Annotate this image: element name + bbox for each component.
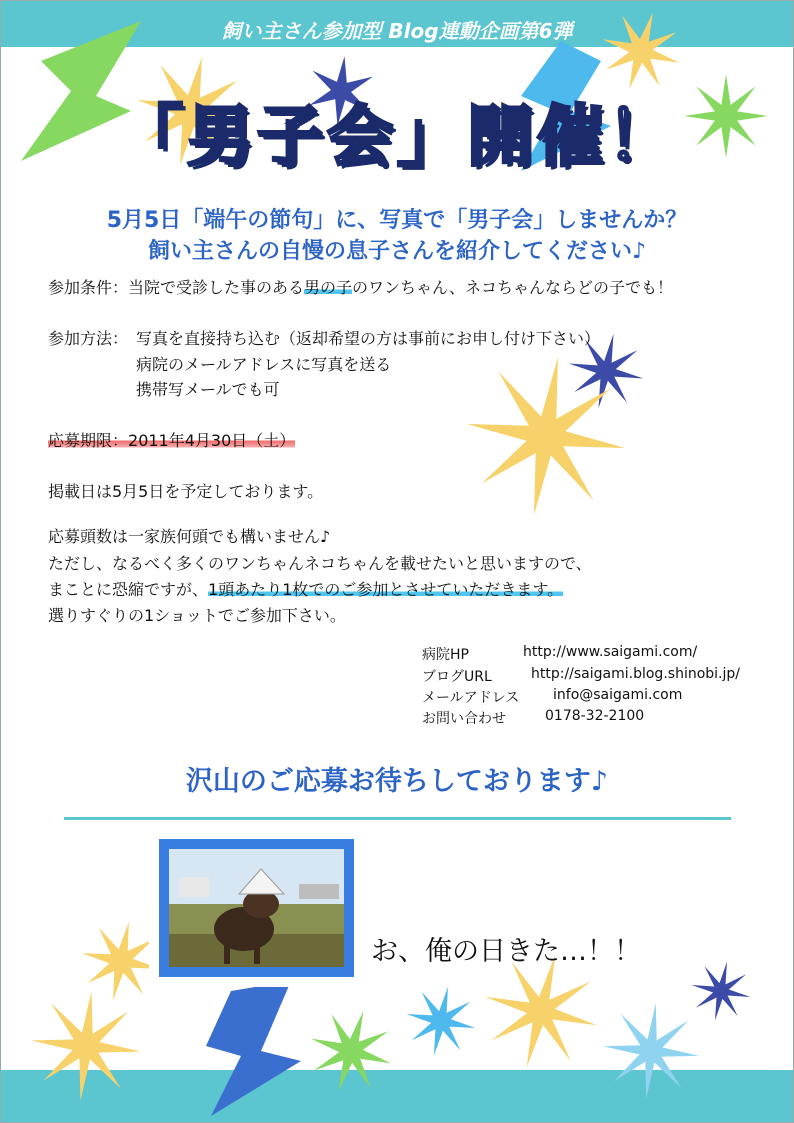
- contact-value-mail[interactable]: info@saigami.com: [553, 687, 683, 703]
- star-shape: [31, 991, 140, 1100]
- conditions-pre: 当院で受診した事のある: [128, 278, 305, 297]
- publish-date: 掲載日は5月5日を予定しております。: [48, 482, 324, 501]
- conditions: [48, 275, 673, 298]
- subtitle-line-2: 飼い主さんの自慢の息子さんを紹介してください♪: [147, 239, 647, 264]
- dog-photo-illustration: [169, 849, 344, 967]
- deadline: [48, 428, 295, 451]
- contact-label-mail: メールアドレス: [422, 690, 520, 706]
- stamp-border: [159, 839, 354, 977]
- method-label: 参加方法：: [48, 329, 129, 348]
- divider: [64, 817, 731, 820]
- conditions-post: のワンちゃん、ネコちゃんならどの子でも！: [352, 278, 674, 297]
- header-title: 飼い主さん参加型 Blog連動企画第6弾: [221, 19, 573, 43]
- stamp-frame: [149, 829, 364, 987]
- notes-line-3-pre: まことに恐縮ですが、: [48, 580, 209, 599]
- conditions-highlight: 男の子: [304, 278, 353, 297]
- notes-line-3: [48, 577, 563, 600]
- star-shape: [692, 962, 751, 1021]
- closing-message: 沢山のご応募お待ちしております♪: [185, 766, 609, 797]
- method-item: 病院のメールアドレスに写真を送る: [136, 355, 392, 374]
- contact-label-phone: お問い合わせ: [422, 711, 506, 727]
- main-title: 「男子会」開催！: [117, 98, 677, 175]
- contact-value-hp[interactable]: http://www.saigami.com/: [523, 644, 698, 660]
- dog-photo: [169, 849, 344, 967]
- star-shape: [603, 1003, 699, 1099]
- conditions-label: 参加条件：: [48, 278, 129, 297]
- star-shape: [485, 955, 597, 1067]
- deadline-value: 2011年4月30日（土）: [128, 431, 296, 450]
- subtitle-line-1: 5月5日「端午の節句」に、写真で「男子会」しませんか？: [106, 208, 688, 233]
- contact-value-blog[interactable]: http://saigami.blog.shinobi.jp/: [531, 666, 740, 682]
- contact-label-blog: ブログURL: [422, 669, 492, 685]
- star-shape: [407, 987, 476, 1056]
- deadline-label: 応募期限：: [48, 431, 129, 450]
- method-item: 写真を直接持ち込む（返却希望の方は事前にお申し付け下さい）: [136, 329, 601, 348]
- notes-line-4: 選りすぐりの1ショットでご参加下さい。: [48, 606, 346, 625]
- method-item: 携帯写メールでも可: [136, 380, 280, 399]
- notes-line-2: ただし、なるべく多くのワンちゃんネコちゃんを載せたいと思いますので、: [48, 554, 592, 573]
- notes-line-3-highlight: 1頭あたり1枚でのご参加とさせていただきます。: [208, 580, 564, 599]
- photo-caption: お、俺の日きた…！！: [371, 936, 641, 967]
- notes-line-1: 応募頭数は一家族何頭でも構いません♪: [48, 527, 331, 546]
- contact-value-phone: 0178-32-2100: [545, 708, 645, 724]
- star-shape: [311, 1011, 391, 1091]
- bolt-shape: [206, 981, 301, 1116]
- contact-label-hp: 病院HP: [422, 647, 469, 663]
